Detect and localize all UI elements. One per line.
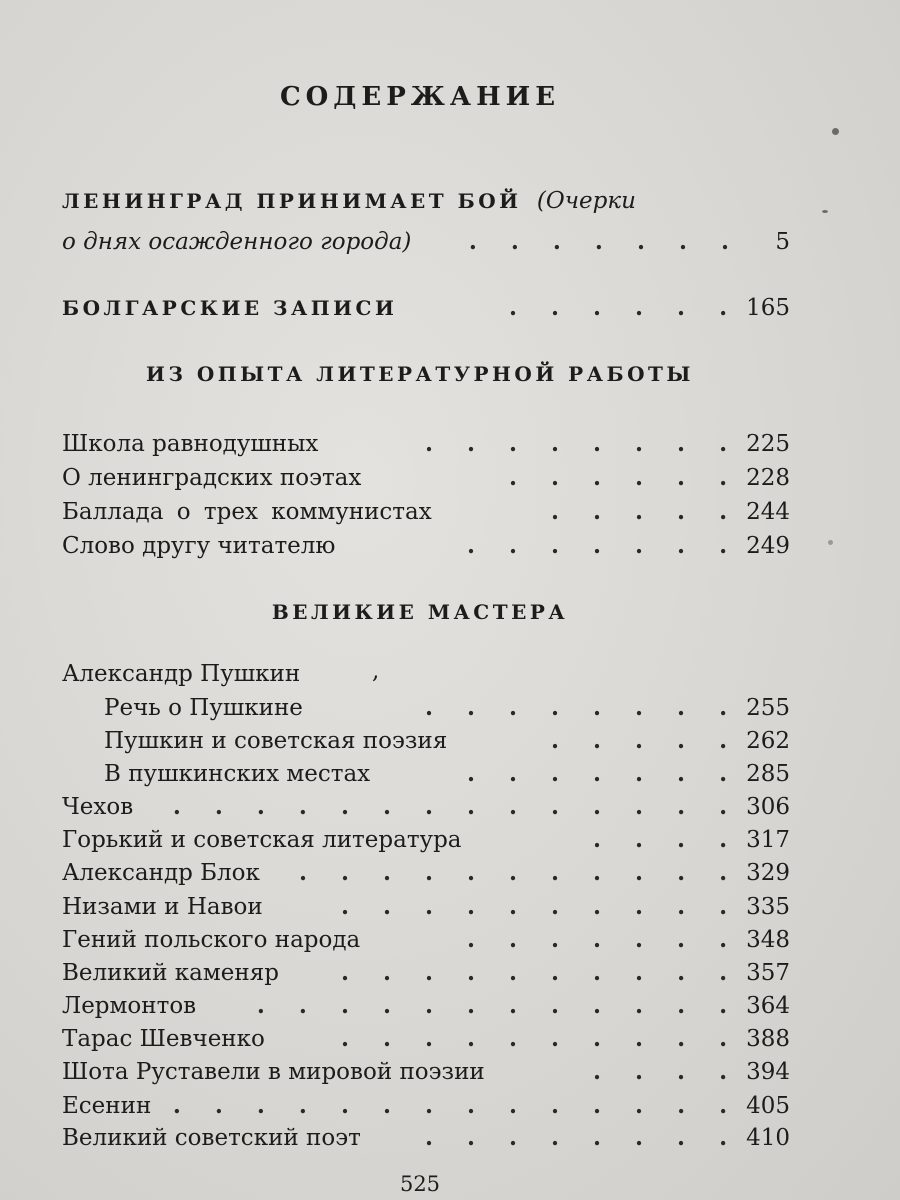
toc-page-number: 335 [746,894,790,920]
toc-entry [62,462,790,494]
toc-entry [62,957,790,989]
toc-page-number: 364 [746,993,790,1019]
toc-entry-label: Слово другу читателю [62,533,336,559]
toc-entry-bulgarian [62,292,790,324]
toc-page-number: 348 [746,927,790,953]
toc-entry-label: О ленинградских поэтах [62,465,362,491]
toc-leader-dots: . . . . . . . . [424,1124,741,1151]
toc-leader-dots: . . . . . . . [466,532,741,559]
page-title: СОДЕРЖАНИЕ [279,82,561,112]
toc-entry [62,990,790,1022]
toc-entry-label: Баллада о трех коммунистах [62,499,432,525]
toc-leader-dots: . . . . . . [509,464,741,491]
toc-entry-label: Речь о Пушкине [104,695,303,721]
toc-entry-label: Александр Пушкин [62,661,301,687]
toc-page-number: 388 [746,1026,790,1052]
toc-page-number: 306 [746,794,790,820]
toc-leader-dots: . . . . . . . [468,228,742,255]
toc-entry [62,496,790,528]
toc-entry-label: Александр Блок [62,860,260,886]
toc-entry-label: Школа равнодушных [62,431,319,457]
toc-leader-dots: . . . . . . . [466,760,741,787]
toc-entry-label: Пушкин и советская поэзия [104,728,448,754]
toc-leader-dots: . . . . . . . . . . [340,893,741,920]
toc-entry [62,1056,790,1088]
toc-leader-dots: . . . . . . . . . . . [298,859,741,886]
toc-page-number: 394 [746,1059,790,1085]
toc-leader-dots: . . . . . . . . [424,430,741,457]
toc-leader-dots: . . . . . . [509,294,741,321]
toc-page-number: 329 [746,860,790,886]
toc-entry-label: Есенин [62,1093,152,1119]
toc-leader-dots: . . . . . . . . . . . . . . [172,1092,741,1119]
paper-speck [828,540,833,545]
toc-entry-label: о днях осажденного города) [62,229,412,255]
toc-entry-italic: (Очерки [536,188,636,214]
section-heading: ВЕЛИКИЕ МАСТЕРА [271,600,569,624]
toc-leader-dots: . . . . [593,826,741,853]
toc-leader-dots: . . . . . . . . . . . . . . [172,793,741,820]
toc-entry-caps: ЛЕНИНГРАД ПРИНИМАЕТ БОЙ [62,189,522,213]
toc-leader-dots: . . . . . [551,727,741,754]
toc-entry [62,857,790,889]
toc-page-number: 357 [746,960,790,986]
toc-entry [62,924,790,956]
toc-page-number: 165 [746,295,790,321]
toc-leader-dots: . . . . . . . . [424,694,741,721]
toc-entry-leningrad-line1 [62,188,636,214]
page-folio-number: 525 [399,1172,441,1196]
toc-entry-label: Гений польского народа [62,927,361,953]
toc-entry [62,824,790,856]
toc-page-number: 225 [746,431,790,457]
toc-subentry [104,725,790,757]
toc-leader-dots: . . . . . . . [466,926,741,953]
toc-page-number: 249 [746,533,790,559]
toc-entry [62,428,790,460]
toc-entry [62,791,790,823]
toc-entry-label: Тарас Шевченко [62,1026,265,1052]
toc-page-number: 228 [746,465,790,491]
toc-entry-leningrad [62,226,790,258]
toc-entry [62,891,790,923]
toc-entry-label: Великий каменяр [62,960,279,986]
toc-leader-dots: . . . . . . . . . . [340,959,741,986]
toc-page-number: 5 [775,229,790,255]
toc-entry-label: Шота Руставели в мировой поэзии [62,1059,485,1085]
toc-page-number: 244 [746,499,790,525]
toc-entry-label: Горький и советская литература [62,827,462,853]
paper-speck [832,128,839,135]
toc-page-number: 285 [746,761,790,787]
paper-speck [822,210,828,213]
toc-entry-pushkin [62,658,790,690]
toc-entry-label: Великий советский поэт [62,1125,361,1151]
toc-page-number: 405 [746,1093,790,1119]
toc-page-number: 317 [746,827,790,853]
toc-entry-label: Лермонтов [62,993,197,1019]
toc-entry [62,530,790,562]
toc-leader-dots: . . . . [593,1058,741,1085]
toc-page-number: 410 [746,1125,790,1151]
toc-entry-label: БОЛГАРСКИЕ ЗАПИСИ [62,296,398,320]
toc-subentry [104,758,790,790]
toc-entry-label: Чехов [62,794,134,820]
toc-entry [62,1122,790,1154]
toc-leader-dots: . . . . . . . . . . . . [256,992,741,1019]
section-heading: ИЗ ОПЫТА ЛИТЕРАТУРНОЙ РАБОТЫ [146,362,694,386]
stray-comma: , [372,658,380,684]
toc-subentry [104,692,790,724]
toc-entry-label: В пушкинских местах [104,761,371,787]
toc-leader-dots: . . . . . [551,498,741,525]
toc-entry [62,1090,790,1122]
toc-leader-dots: . . . . . . . . . . [340,1025,741,1052]
toc-entry [62,1023,790,1055]
toc-entry-label: Низами и Навои [62,894,263,920]
toc-page-number: 255 [746,695,790,721]
toc-page-number: 262 [746,728,790,754]
